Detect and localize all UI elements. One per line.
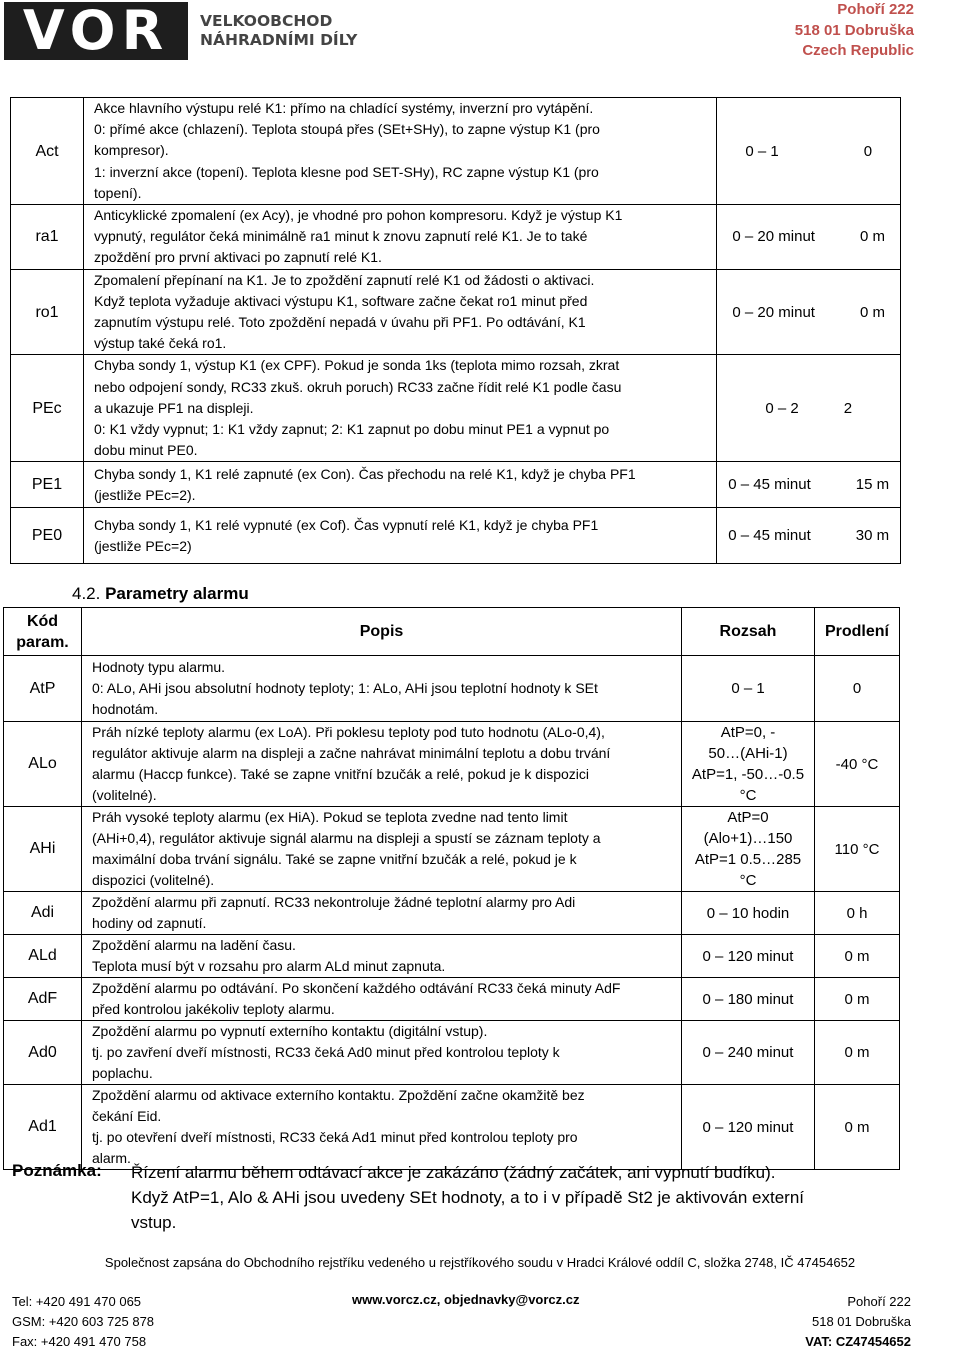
param-code: Adi [4,892,82,935]
param-code: PE0 [11,508,84,564]
param-description: Hodnoty typu alarmu. 0: ALo, AHi jsou absolutní hodnoty teploty; 1: ALo, AHi jsou teplotní hodnoty k SEt hodnotám. [82,656,682,722]
param-code: Ad0 [4,1021,82,1085]
header-code: Kód param. [4,608,82,656]
header-default: Prodlení [815,608,900,656]
param-description: Práh vysoké teploty alarmu (ex HiA). Pokud se teplota zvedne nad tento limit (AHi+0,4), regulátor aktivuje signál alarmu na displeji a spustí se záznam teploty a maximální doba trvání signálu. Také se zapne vnitřní bzučák a relé, pokud je k dispozici (volitelné). [82,807,682,892]
param-description: Akce hlavního výstupu relé K1: přímo na chladící systémy, inverzní pro vytápění. 0: přímé akce (chlazení). Teplota stoupá přes (SEt+SHy), to zapne výstup K1 (pro kompresor). 1: inverzní akce (topení). Teplota klesne pod SET-SHy), RC zapne výstup K1 (pro topení). [84,98,717,205]
company-logo: VOR [4,2,188,60]
param-description: Zpomalení přepínaní na K1. Je to zpoždění zapnutí relé K1 od žádosti o aktivaci. Když teplota vyžaduje aktivaci výstupu K1, software začne čekat ro1 minut před zapnutím výstupu relé. Toto zpoždění nepadá v úvahu při PF1. Po odtávání, K1 výstup také čeká ro1. [84,269,717,355]
alarm-parameters-table [3,607,900,1170]
table-row [4,656,900,722]
footer-contacts: Tel: +420 491 470 065 GSM: +420 603 725 878 Fax: +420 491 470 758 [12,1294,155,1349]
param-range: 0 – 180 minut [682,978,815,1021]
param-code: PEc [11,355,84,462]
param-range: 0 – 10 hodin [682,892,815,935]
table-row [4,722,900,807]
note-label: Poznámka: [12,1161,102,1180]
param-description: Zpoždění alarmu po vypnutí externího kontaktu (digitální vstup). tj. po zavření dveří místnosti, RC33 čeká Ad0 minut před kontrolou teploty k poplachu. [82,1021,682,1085]
param-code: ro1 [11,269,84,355]
param-description: Chyba sondy 1, K1 relé vypnuté (ex Cof). Čas vypnutí relé K1, když je chyba PF1 (jestliže PEc=2) [84,508,717,564]
param-range-default: 0 – 2 2 [717,355,901,462]
param-description: Chyba sondy 1, výstup K1 (ex CPF). Pokud je sonda 1ks (teplota mimo rozsah, zkrat nebo odpojení sondy, RC33 zkuš. okruh poruch) RC33 začne řídit relé K1 podle času a ukazuje PF1 na displeji. 0: K1 vždy vypnut; 1: K1 vždy zapnut; 2: K1 zapnut po dobu minut PE1 a vypnut po dobu minut PE0. [84,355,717,462]
param-range: AtP=0, - 50…(AHi-1) AtP=1, -50…-0.5 °C [682,722,815,807]
param-code: PE1 [11,462,84,508]
company-name: VELKOOBCHOD NÁHRADNÍMI DÍLY [200,12,358,49]
param-code: ALo [4,722,82,807]
param-range-default: 0 – 1 0 [717,98,901,205]
param-default: 0 m [815,1021,900,1085]
param-range: 0 – 240 minut [682,1021,815,1085]
param-description: Zpoždění alarmu na ladění času. Teplota musí být v rozsahu pro alarm ALd minut zapnuta. [82,935,682,978]
param-range-default: 0 – 45 minut 30 m [717,508,901,564]
footer-address: Pohoří 222 518 01 Dobruška VAT: CZ47454652 [805,1294,911,1349]
table-row [11,462,901,508]
param-description: Zpoždění alarmu od aktivace externího kontaktu. Zpoždění začne okamžitě bez čekání Eid. tj. po otevření dveří místnosti, RC33 čeká Ad1 minut před kontrolou teploty pro alarm. [82,1085,682,1170]
param-default: -40 °C [815,722,900,807]
table-row [11,508,901,564]
param-description: Práh nízké teploty alarmu (ex LoA). Při poklesu teploty pod tuto hodnotu (ALo-0,4), regulátor aktivuje alarm na displeji a začne nahrávat minimální teplotu a dobu trvání alarmu (Haccp funkce). Také se zapne vnitřní bzučák a relé, pokud je k dispozici (volitelné). [82,722,682,807]
param-description: Anticyklické zpomalení (ex Acy), je vhodné pro pohon kompresoru. Když je výstup K1 vypnutý, regulátor čeká minimálně ra1 minut k znovu zapnutí relé K1. Je to také zpoždění pro první aktivaci po zapnutí relé K1. [84,205,717,270]
param-code: Ad1 [4,1085,82,1170]
parameters-table [10,97,901,564]
param-default: 0 m [815,1085,900,1170]
param-range: 0 – 1 [682,656,815,722]
table-row [4,978,900,1021]
table-row [4,1085,900,1170]
param-range: AtP=0 (Alo+1)…150 AtP=1 0.5…285 °C [682,807,815,892]
table-row [4,935,900,978]
param-default: 0 m [815,935,900,978]
table-row [11,355,901,462]
header-address: Pohoří 222 518 01 Dobruška Czech Republic [794,1,914,59]
param-default: 0 [815,656,900,722]
param-range-default: 0 – 45 minut 15 m [717,462,901,508]
table-row [4,892,900,935]
param-code: AtP [4,656,82,722]
param-range-default: 0 – 20 minut 0 m [717,205,901,270]
footer-registration: Společnost zapsána do Obchodního rejstříku vedeného u rejstříkového soudu v Hradci Králové oddíl C, složka 2748, IČ 47454652 [104,1255,856,1270]
param-default: 110 °C [815,807,900,892]
table-row [11,98,901,205]
param-code: ALd [4,935,82,978]
note-text: Řízení alarmu během odtávací akce je zakázáno (žádný začátek, ani vypnutí budíku). Když AtP=1, Alo & AHi jsou uvedeny SEt hodnoty, a to i v případě St2 je aktivován externí vstup. [131,1163,805,1232]
param-default: 0 h [815,892,900,935]
table-row [11,205,901,270]
footer-web-link[interactable]: www.vorcz.cz, objednavky@vorcz.cz [352,1292,580,1307]
header-range: Rozsah [682,608,815,656]
param-description: Chyba sondy 1, K1 relé zapnuté (ex Con). Čas přechodu na relé K1, když je chyba PF1 (jestliže PEc=2). [84,462,717,508]
section-heading: 4.2. Parametry alarmu [72,584,249,603]
table-row [4,1021,900,1085]
param-code: Act [11,98,84,205]
param-description: Zpoždění alarmu při zapnutí. RC33 nekontroluje žádné teplotní alarmy pro Adi hodiny od zapnutí. [82,892,682,935]
table-row [11,269,901,355]
param-description: Zpoždění alarmu po odtávání. Po skončení každého odtávání RC33 čeká minuty AdF před kontrolou jakékoliv teploty alarmu. [82,978,682,1021]
header-description: Popis [82,608,682,656]
table-row [4,807,900,892]
param-range: 0 – 120 minut [682,1085,815,1170]
param-range: 0 – 120 minut [682,935,815,978]
param-code: AdF [4,978,82,1021]
param-code: AHi [4,807,82,892]
param-code: ra1 [11,205,84,270]
param-range-default: 0 – 20 minut 0 m [717,269,901,355]
param-default: 0 m [815,978,900,1021]
